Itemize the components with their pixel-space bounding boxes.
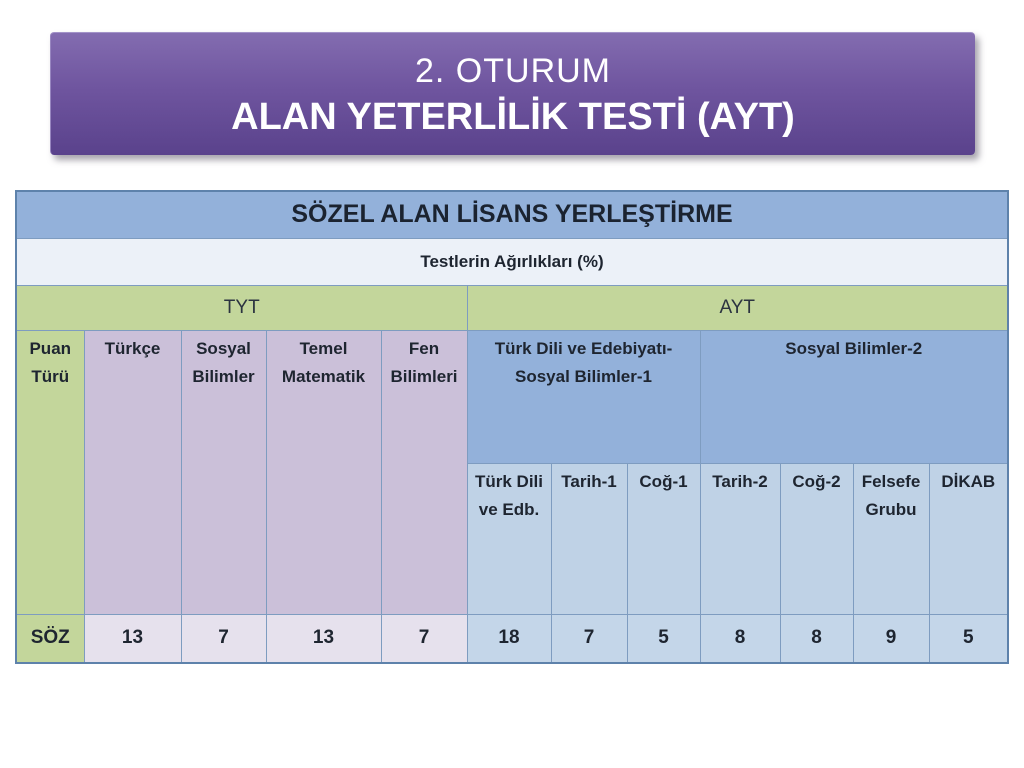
- subcol-header-cog-2: Coğ-2: [780, 463, 853, 614]
- data-cell-dikab: 5: [929, 614, 1008, 663]
- data-cell-sosyal-bilimler: 7: [181, 614, 266, 663]
- banner-line2: ALAN YETERLİLİK TESTİ (AYT): [231, 95, 795, 138]
- data-row-label-soz: SÖZ: [16, 614, 84, 663]
- col-header-fen-bilimleri: Fen Bilimleri: [381, 330, 467, 614]
- group-header-sosyal-bilimler-2: Sosyal Bilimler-2: [700, 330, 1008, 463]
- subcol-header-tarih-2: Tarih-2: [700, 463, 780, 614]
- data-cell-cog-2: 8: [780, 614, 853, 663]
- subcol-header-felsefe-grubu: Felsefe Grubu: [853, 463, 929, 614]
- weights-table: [15, 190, 1009, 664]
- row-header-puan-turu: Puan Türü: [16, 330, 84, 614]
- weights-table-container: [15, 190, 1009, 664]
- data-cell-tarih-1: 7: [551, 614, 627, 663]
- section-header-ayt: AYT: [467, 285, 1008, 330]
- data-cell-felsefe-grubu: 9: [853, 614, 929, 663]
- subcol-header-cog-1: Coğ-1: [627, 463, 700, 614]
- data-cell-fen-bilimleri: 7: [381, 614, 467, 663]
- table-subtitle: Testlerin Ağırlıkları (%): [16, 238, 1008, 285]
- data-cell-tarih-2: 8: [700, 614, 780, 663]
- subcol-header-dikab: DİKAB: [929, 463, 1008, 614]
- subcol-header-tarih-1: Tarih-1: [551, 463, 627, 614]
- data-cell-turkce: 13: [84, 614, 181, 663]
- group-header-tde-sb1: Türk Dili ve Edebiyatı-Sosyal Bilimler-1: [467, 330, 700, 463]
- col-header-sosyal-bilimler: Sosyal Bilimler: [181, 330, 266, 614]
- section-header-tyt: TYT: [16, 285, 467, 330]
- slide-title-banner: [50, 32, 975, 155]
- data-cell-turk-dili-edb: 18: [467, 614, 551, 663]
- data-cell-cog-1: 5: [627, 614, 700, 663]
- subcol-header-turk-dili-edb: Türk Dili ve Edb.: [467, 463, 551, 614]
- banner-line1: 2. OTURUM: [415, 52, 611, 91]
- col-header-temel-matematik: Temel Matematik: [266, 330, 381, 614]
- table-row: [16, 614, 1008, 663]
- table-title: SÖZEL ALAN LİSANS YERLEŞTİRME: [16, 191, 1008, 238]
- col-header-turkce: Türkçe: [84, 330, 181, 614]
- data-cell-temel-matematik: 13: [266, 614, 381, 663]
